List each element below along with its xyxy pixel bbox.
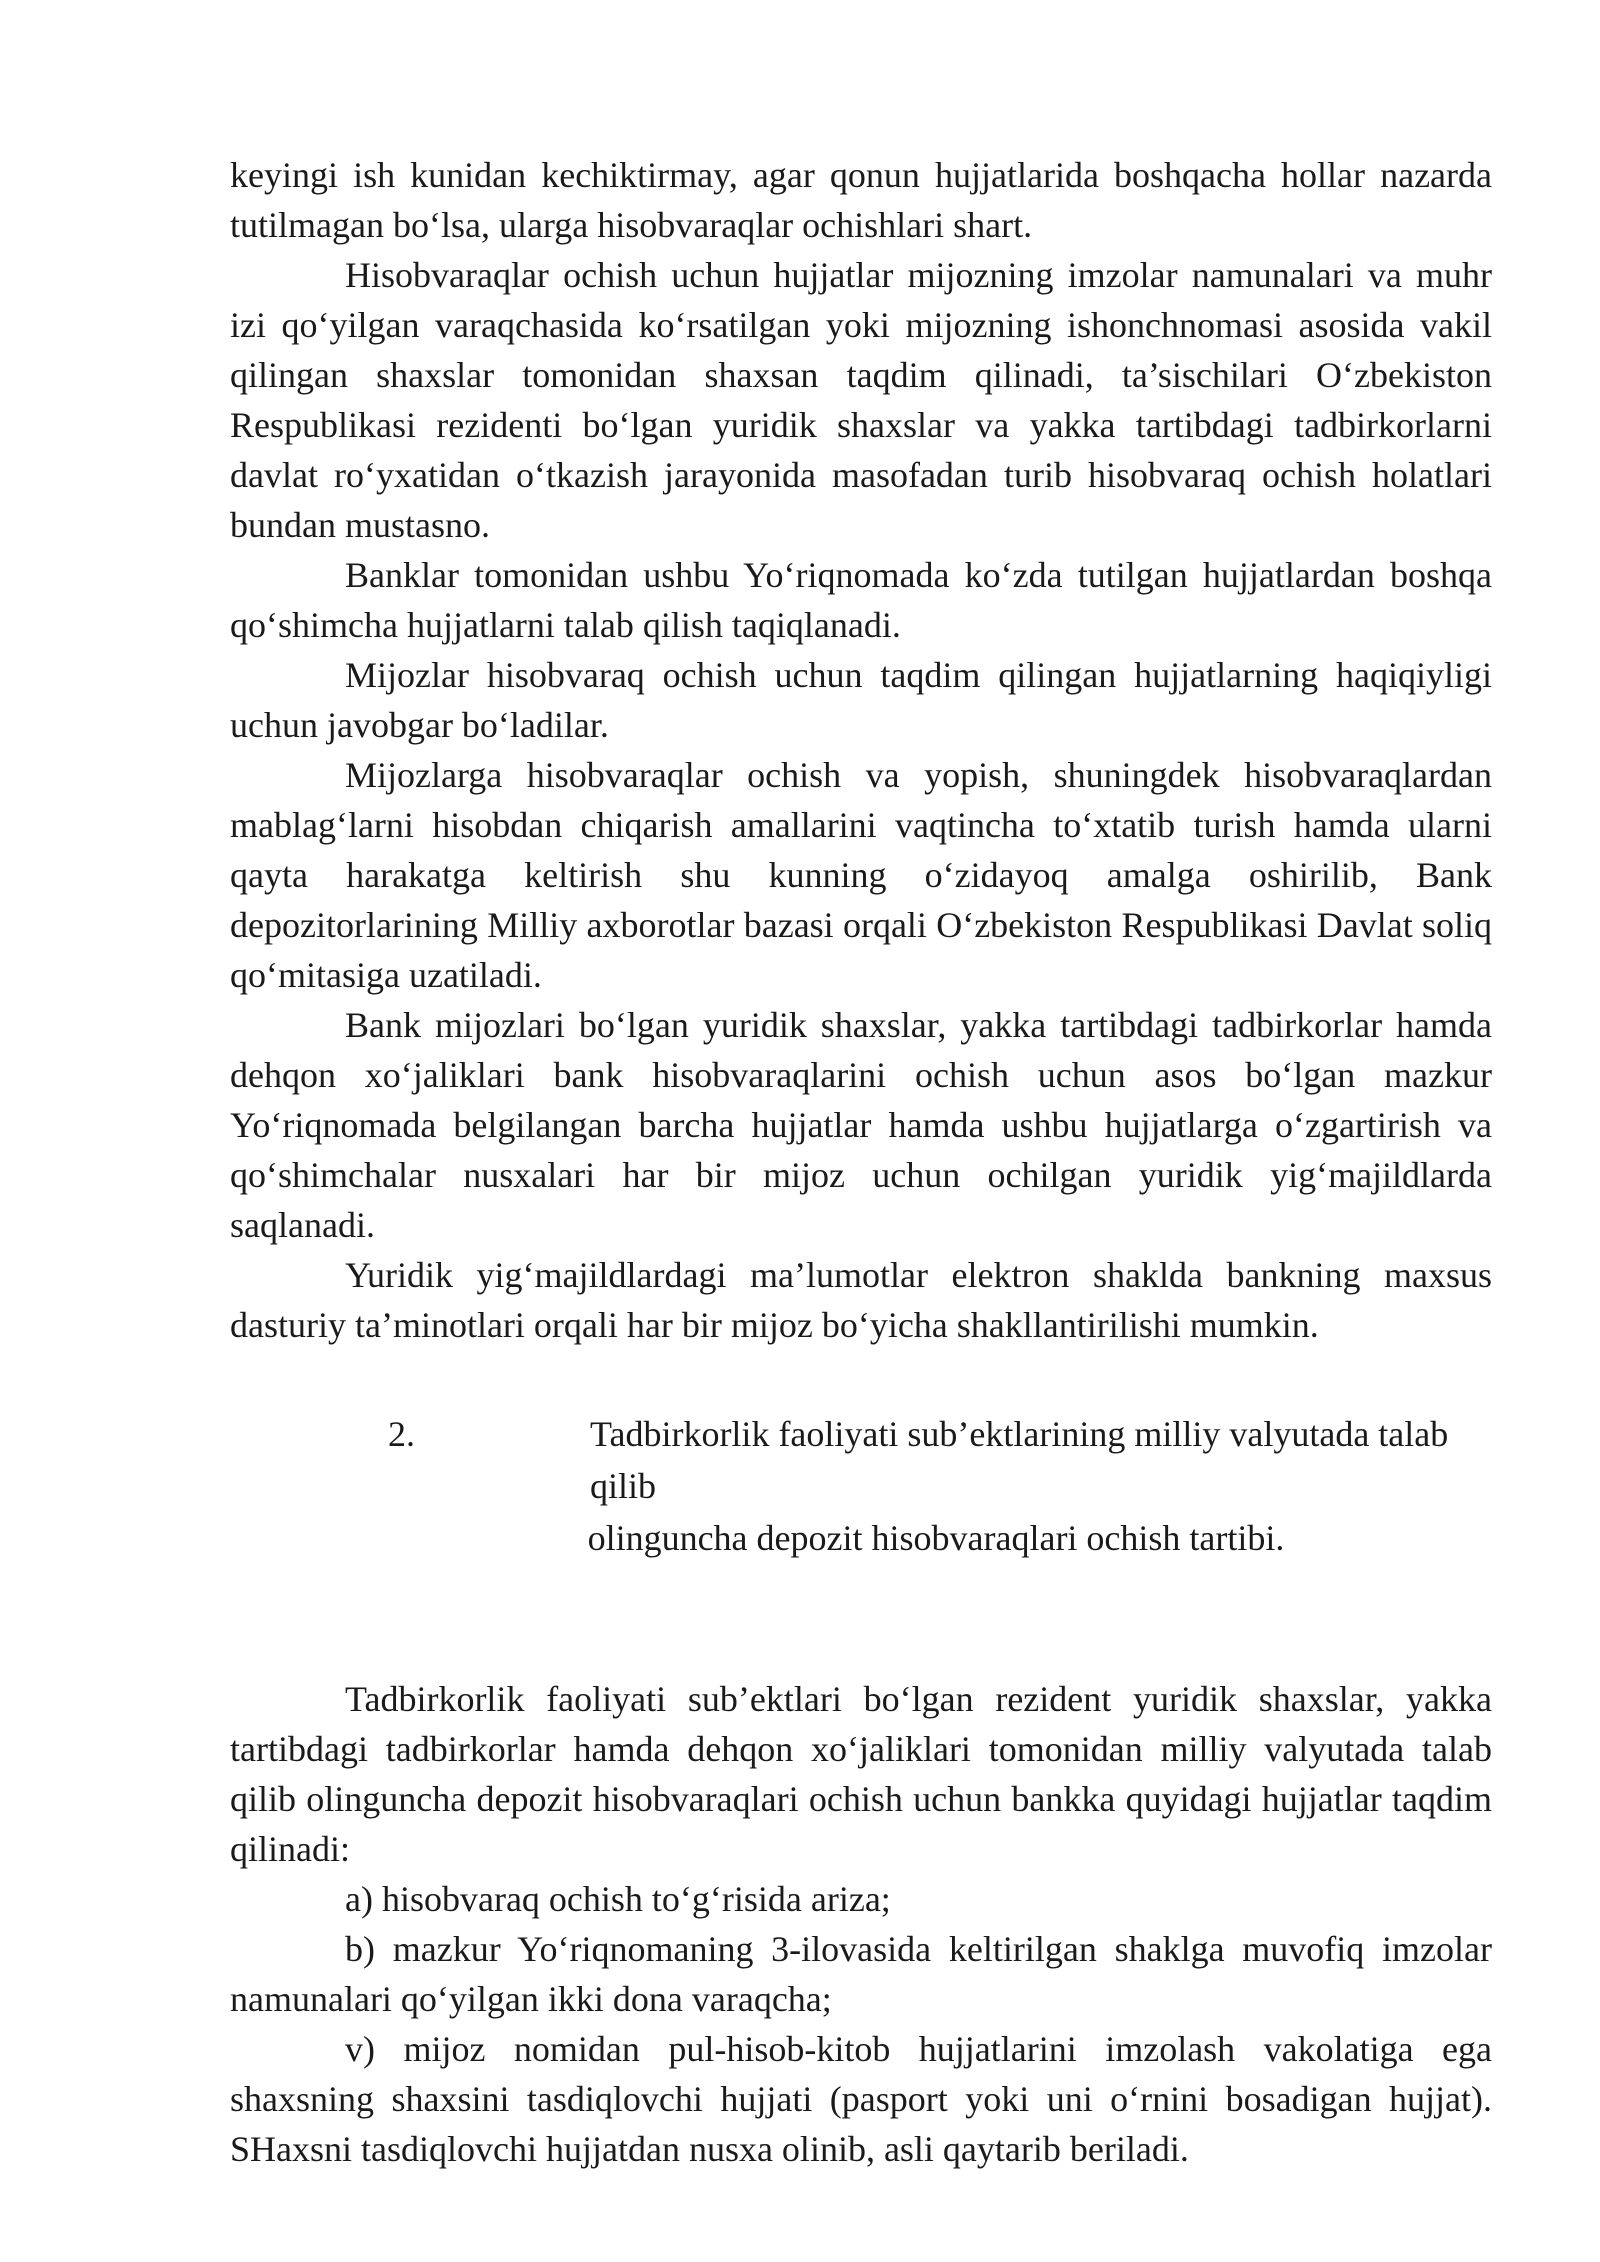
paragraph-electronic-files: Yuridik yig‘majildlardagi ma’lumotlar elektron shaklda bankning maxsus dasturiy ta’minotlari orqali har bir mijoz bo‘yicha shakllantirilishi mumkin.	[230, 1255, 1492, 1345]
paragraph-client-responsibility: Mijozlar hisobvaraq ochish uchun taqdim qilingan hujjatlarning haqiqiyligi uchun javobgar bo‘ladilar.	[230, 655, 1492, 745]
document-page	[230, 150, 1492, 2174]
paragraph-continuation: keyingi ish kunidan kechiktirmay, agar qonun hujjatlarida boshqacha hollar nazarda tutilmagan bo‘lsa, ularga hisobvaraqlar ochishlari shart.	[230, 155, 1492, 245]
paragraph-extra-documents-prohibited: Banklar tomonidan ushbu Yo‘riqnomada ko‘zda tutilgan hujjatlardan boshqa qo‘shimcha hujjatlarni talab qilish taqiqlanadi.	[230, 555, 1492, 645]
list-item-a: a) hisobvaraq ochish to‘g‘risida ariza;	[345, 1879, 891, 1919]
paragraph-legal-files: Bank mijozlari bo‘lgan yuridik shaxslar, yakka tartibdagi tadbirkorlar hamda dehqon xo‘jaliklari bank hisobvaraqlarini ochish uchun asos bo‘lgan mazkur Yo‘riqnomada belgilangan barcha hujjatlar hamda ushbu hujjatlarga o‘zgartirish va qo‘shimchalar nusxalari har bir mijoz uchun ochilgan yuridik yig‘majildlarda saqlanadi.	[230, 1005, 1492, 1245]
paragraph-required-documents: Tadbirkorlik faoliyati sub’ektlari bo‘lgan rezident yuridik shaxslar, yakka tartibdagi tadbirkorlar hamda dehqon xo‘jaliklari tomonidan milliy valyutada talab qilib olinguncha depozit hisobvaraqlari ochish uchun bankka quyidagi hujjatlar taqdim qilinadi:	[230, 1679, 1492, 1869]
section-heading	[230, 1408, 1492, 1564]
section-heading-line-1: Tadbirkorlik faoliyati sub’ektlarining milliy valyutada talab qilib	[590, 1414, 1449, 1506]
spacer	[230, 1564, 1492, 1674]
paragraph-documents-submission: Hisobvaraqlar ochish uchun hujjatlar mijozning imzolar namunalari va muhr izi qo‘yilgan varaqchasida ko‘rsatilgan yoki mijozning ishonchnomasi asosida vakil qilingan shaxslar tomonidan shaxsan taqdim qilinadi, ta’sischilari O‘zbekiston Respublikasi rezidenti bo‘lgan yuridik shaxslar va yakka tartibdagi tadbirkorlarni davlat ro‘yxatidan o‘tkazish jarayonida masofadan turib hisobvaraq ochish holatlari bundan mustasno.	[230, 255, 1492, 545]
list-item-v: v) mijoz nomidan pul-hisob-kitob hujjatlarini imzolash vakolatiga ega shaxsning shaxsini tasdiqlovchi hujjati (pasport yoki uni o‘rnini bosadigan hujjat). SHaxsni tasdiqlovchi hujjatdan nusxa olinib, asli qaytarib beriladi.	[230, 2029, 1492, 2169]
top-section	[230, 150, 1492, 1350]
paragraph-account-operations: Mijozlarga hisobvaraqlar ochish va yopish, shuningdek hisobvaraqlardan mablag‘larni hisobdan chiqarish amallarini vaqtincha to‘xtatib turish hamda ularni qayta harakatga keltirish shu kunning o‘zidayoq amalga oshirilib, Bank depozitorlarining Milliy axborotlar bazasi orqali O‘zbekiston Respublikasi Davlat soliq qo‘mitasiga uzatiladi.	[230, 755, 1492, 995]
bottom-section	[230, 1674, 1492, 2174]
list-item-b: b) mazkur Yo‘riqnomaning 3-ilovasida keltirilgan shaklga muvofiq imzolar namunalari qo‘yilgan ikki dona varaqcha;	[230, 1929, 1492, 2019]
section-heading-line-2: olinguncha depozit hisobvaraqlari ochish tartibi.	[587, 1518, 1285, 1558]
section-number: 2.	[388, 1414, 415, 1454]
